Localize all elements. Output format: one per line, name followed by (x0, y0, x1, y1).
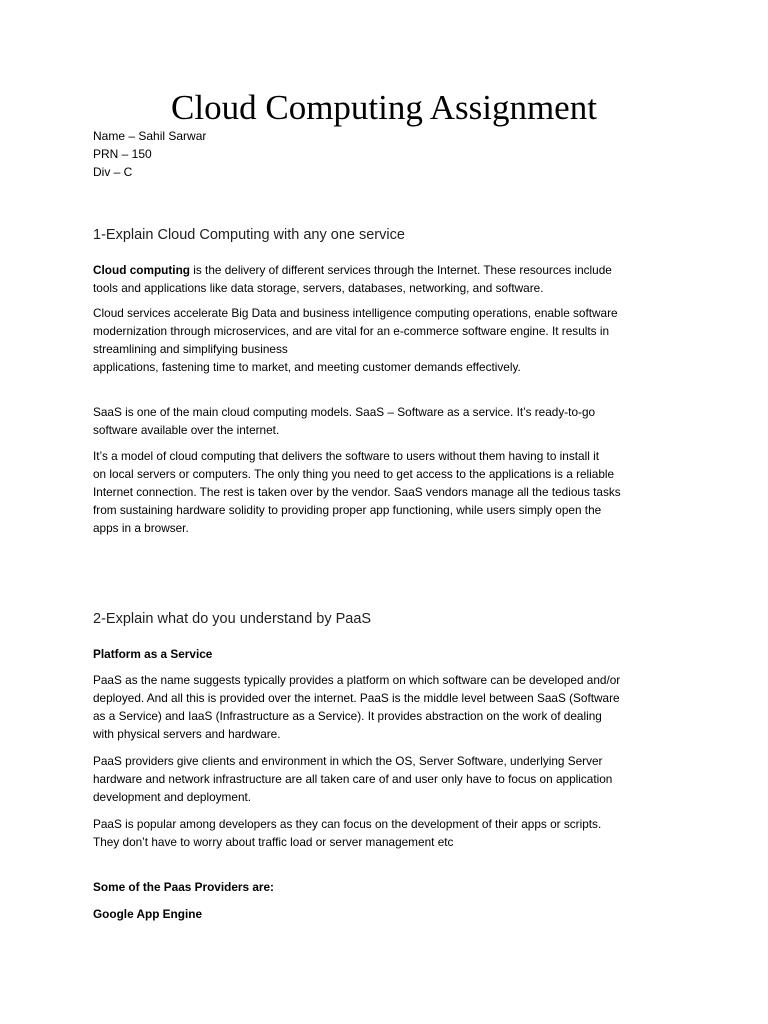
q1-paragraph-1 (93, 261, 683, 297)
text-line: They don’t have to worry about traffic load or server management etc (93, 835, 454, 849)
text-line: software available over the internet. (93, 423, 280, 437)
text-line: PaaS is popular among developers as they can focus on the development of their apps or scripts. (93, 817, 602, 831)
question-1-heading: 1-Explain Cloud Computing with any one service (93, 227, 405, 243)
q2-paragraph-1 (93, 671, 683, 743)
document-title: Cloud Computing Assignment (171, 88, 597, 127)
q1-paragraph-4 (93, 447, 683, 537)
author-div: Div – C (93, 165, 133, 179)
text-line: PaaS providers give clients and environment in which the OS, Server Software, underlying Server (93, 754, 603, 768)
text-line: hardware and network infrastructure are all taken care of and user only have to focus on application (93, 772, 613, 786)
providers-heading: Some of the Paas Providers are: (93, 880, 274, 894)
text-line: from sustaining hardware solidity to providing proper app functioning, while users simply open the (93, 503, 602, 517)
text-line: with physical servers and hardware. (93, 727, 281, 741)
q2-paragraph-3 (93, 815, 683, 851)
text-line: modernization through microservices, and are vital for an e-commerce software engine. It results in (93, 324, 610, 338)
bold-term: Cloud computing (93, 263, 190, 277)
provider-item: Google App Engine (93, 907, 203, 921)
author-meta (93, 127, 206, 181)
text-line: on local servers or computers. The only thing you need to get access to the applications is a reliable (93, 467, 615, 481)
q1-paragraph-3 (93, 403, 683, 439)
text-span: is the delivery of different services through the Internet. These resources include (189, 263, 612, 277)
text-line: PaaS as the name suggests typically provides a platform on which software can be developed and/or (93, 673, 621, 687)
text-line: tools and applications like data storage, servers, databases, networking, and software. (93, 281, 544, 295)
author-prn: PRN – 150 (93, 147, 152, 161)
text-line: Cloud services accelerate Big Data and business intelligence computing operations, enable software (93, 306, 618, 320)
author-name: Name – Sahil Sarwar (93, 129, 207, 143)
text-line: It’s a model of cloud computing that delivers the software to users without them having to install it (93, 449, 599, 463)
question-2-heading: 2-Explain what do you understand by PaaS (93, 611, 372, 627)
text-line: as a Service) and IaaS (Infrastructure as a Service). It provides abstraction on the work of dealing (93, 709, 602, 723)
text-line: development and deployment. (93, 790, 252, 804)
q1-paragraph-2 (93, 304, 683, 376)
q2-paragraph-2 (93, 752, 683, 806)
platform-subheading: Platform as a Service (93, 647, 213, 661)
text-line: apps in a browser. (93, 521, 189, 535)
text-line: applications, fastening time to market, and meeting customer demands effectively. (93, 360, 521, 374)
text-line: deployed. And all this is provided over the internet. PaaS is the middle level between SaaS (Software (93, 691, 620, 705)
text-line: Internet connection. The rest is taken over by the vendor. SaaS vendors manage all the tedious tasks (93, 485, 621, 499)
text-line: streamlining and simplifying business (93, 342, 288, 356)
text-line (93, 261, 683, 279)
text-line: SaaS is one of the main cloud computing models. SaaS – Software as a service. It’s ready-to-go (93, 405, 596, 419)
